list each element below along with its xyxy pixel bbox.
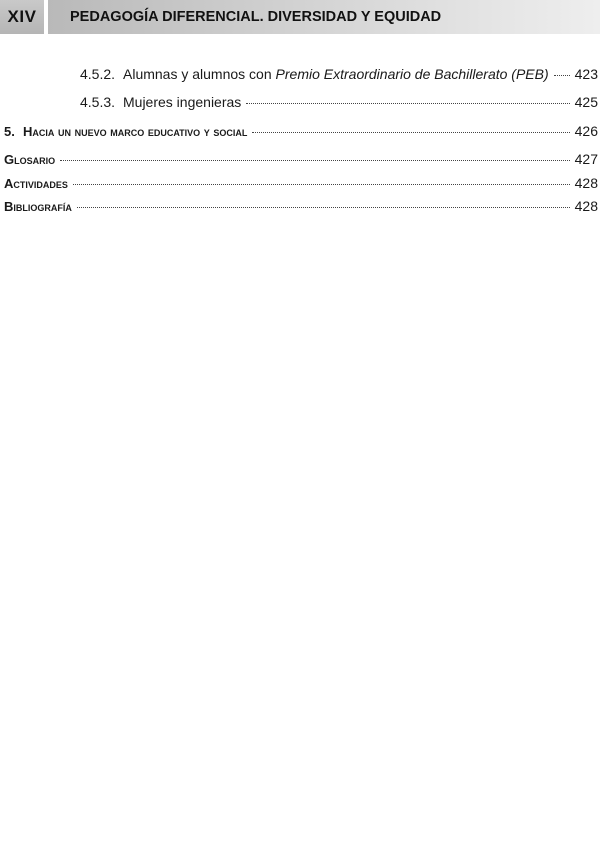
running-title: PEDAGOGÍA DIFERENCIAL. DIVERSIDAD Y EQUIDAD: [48, 0, 600, 34]
dot-leader: [246, 103, 569, 104]
page-header: [0, 0, 600, 34]
toc-entry-title: [123, 66, 549, 82]
toc-entry: [4, 123, 598, 145]
toc-entry-page: 423: [574, 66, 598, 82]
toc-entry-title: [123, 94, 241, 110]
toc-entry-title: Hacia un nuevo marco educativo y social: [23, 124, 248, 139]
dot-leader: [554, 75, 570, 76]
toc-entry-title: Glosario: [4, 152, 56, 167]
toc-entry-title: Actividades: [4, 176, 68, 191]
toc-entry-title-italic: Premio Extraordinario de Bachillerato (PEB): [275, 66, 549, 82]
dot-leader: [73, 184, 570, 185]
toc-entry-title-text: Mujeres ingenieras: [123, 94, 242, 110]
toc-entry: [4, 198, 598, 220]
toc-entry-number: 4.5.2.: [80, 66, 116, 82]
toc-entry-page: 426: [574, 123, 598, 139]
toc-entry-title: Bibliografía: [4, 199, 72, 214]
toc-entry-page: 428: [574, 198, 598, 214]
toc-entry-number: 4.5.3.: [80, 94, 116, 110]
toc-entry: [4, 151, 598, 173]
toc-entry: [4, 175, 598, 197]
toc-entry-page: 428: [574, 175, 598, 191]
toc-entry: [80, 94, 598, 116]
dot-leader: [60, 160, 570, 161]
page-number: XIV: [0, 0, 44, 34]
toc-entry-title-text: Alumnas y alumnos con: [123, 66, 276, 82]
toc-entry-page: 427: [574, 151, 598, 167]
toc-entry-number: 5.: [4, 124, 15, 139]
dot-leader: [252, 132, 569, 133]
toc-entry-page: 425: [574, 94, 598, 110]
toc-entry: [80, 66, 598, 88]
dot-leader: [77, 207, 570, 208]
